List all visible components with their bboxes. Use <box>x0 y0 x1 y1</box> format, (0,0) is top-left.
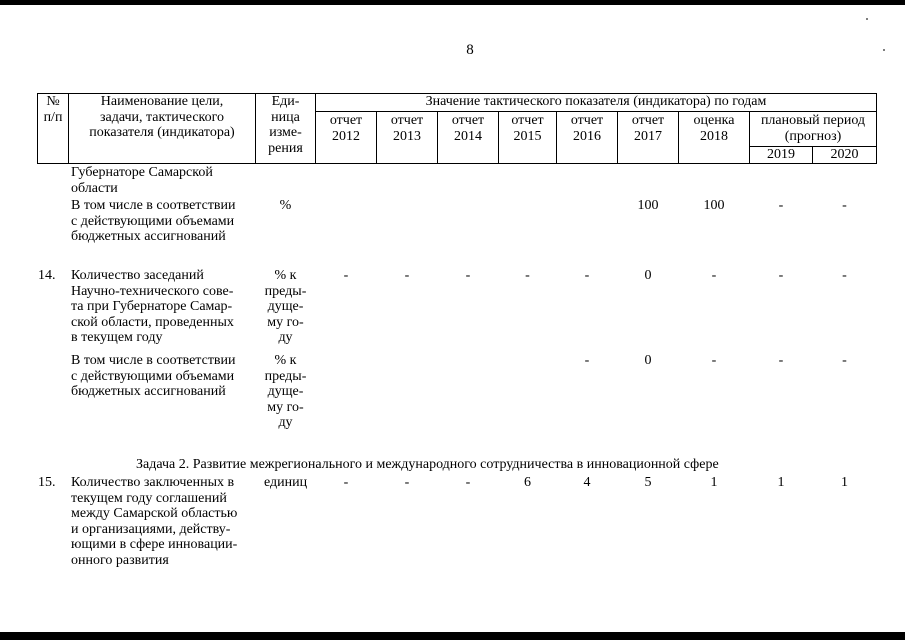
cell-value: - <box>404 268 410 283</box>
row-number: 15. <box>38 475 56 490</box>
row-name-line: между Самарской областью <box>71 506 238 521</box>
header-num-line: п/п <box>43 109 63 125</box>
year-label: отчет <box>631 113 665 128</box>
row-name-line: и организациями, действу- <box>71 521 231 537</box>
scan-bottom-border <box>0 632 905 640</box>
row-name-line: в текущем году <box>71 330 163 345</box>
header-year-2016 <box>557 113 617 144</box>
header-unit-cell <box>256 94 315 156</box>
header-num-line: № <box>46 94 60 109</box>
year-value: 2013 <box>393 128 421 144</box>
row-unit-line: % к <box>274 353 297 368</box>
year-value: 2018 <box>700 128 728 144</box>
row-unit-line: му го- <box>267 314 304 330</box>
scan-speck <box>866 18 868 20</box>
cell-value: - <box>465 475 471 490</box>
cell-value: - <box>711 353 717 368</box>
header-year-2013 <box>377 113 437 144</box>
row-unit-15: единиц <box>263 475 308 490</box>
header-unit-line: рения <box>268 140 303 156</box>
cell-value: 0 <box>644 353 652 368</box>
row-unit-line: % к <box>274 268 297 283</box>
cell-value: - <box>404 475 410 490</box>
cell-value: 1 <box>710 475 718 490</box>
row-unit-line: ду <box>278 415 293 430</box>
header-name-line: показателя (индикатора) <box>89 125 235 140</box>
row-name-line: Губернаторе Самарской <box>71 165 213 180</box>
page-number: 8 <box>466 42 474 58</box>
row-name-line: Количество заседаний <box>71 268 204 283</box>
scan-top-border <box>0 0 905 5</box>
year-label: отчет <box>511 113 544 128</box>
row-name-line: В том числе в соответствии <box>71 353 236 368</box>
year-value: 2016 <box>573 128 601 144</box>
cell-value: 5 <box>644 475 652 490</box>
row-name-line: В том числе в соответствии <box>71 198 236 213</box>
row-name-line: ющими в сфере инновации- <box>71 537 238 552</box>
row-name-line: Количество заключенных в <box>71 475 235 490</box>
year-value: 2017 <box>634 128 662 144</box>
row-unit-line: преды- <box>264 368 307 384</box>
row-unit-line: му го- <box>267 399 304 415</box>
cell-value: - <box>584 268 590 283</box>
cell-value: - <box>584 353 590 368</box>
cell-value: - <box>343 475 349 490</box>
row-unit-14 <box>256 268 315 346</box>
header-year-2018 <box>679 113 749 144</box>
row-unit-line: дуще- <box>267 299 304 314</box>
header-year-2019: 2019 <box>767 147 795 162</box>
row-name-14-budget <box>71 353 252 400</box>
cell-value: - <box>711 268 717 283</box>
header-name-line: Наименование цели, <box>100 94 224 109</box>
row-unit-14-budget <box>256 353 315 431</box>
row-unit-line: дуще- <box>267 384 304 399</box>
row-unit: % <box>279 198 292 213</box>
header-unit-line: изме- <box>269 125 302 140</box>
cell-value: 1 <box>777 475 785 490</box>
cell-value: 1 <box>841 475 848 490</box>
row-name-line: текущем году соглашений <box>71 490 227 506</box>
row-name-line: та при Губернаторе Самар- <box>71 299 233 314</box>
section-title: Задача 2. Развитие межрегионального и международного сотрудничества в инновационной сфере <box>136 457 719 472</box>
cell-value: 6 <box>524 475 531 490</box>
row-name-budget <box>71 198 252 245</box>
row-name-line: бюджетных ассигнований <box>71 384 226 399</box>
header-year-2014 <box>438 113 498 144</box>
cell-value: - <box>465 268 471 283</box>
cell-value: 0 <box>644 268 652 283</box>
row-unit-line: преды- <box>264 283 307 299</box>
cell-value: 100 <box>637 198 659 213</box>
cell-value: 4 <box>583 475 591 490</box>
year-label: оценка <box>693 113 735 128</box>
header-year-2017 <box>618 113 678 144</box>
scan-speck <box>883 49 885 51</box>
row-name-line: Научно-технического сове- <box>71 283 234 299</box>
row-name-line: с действующими объемами <box>71 213 235 229</box>
row-name-14 <box>71 268 252 346</box>
header-year-2020: 2020 <box>830 147 859 162</box>
header-unit-line: ница <box>271 109 300 125</box>
cell-value: 100 <box>703 198 725 213</box>
cell-value: - <box>778 268 784 283</box>
cell-value: - <box>525 268 530 283</box>
row-name-line: ской области, проведенных <box>71 314 234 330</box>
cell-value: - <box>842 198 847 213</box>
header-year-2015 <box>499 113 556 144</box>
header-unit-line: Еди- <box>271 94 300 109</box>
row-name-line: области <box>71 180 118 196</box>
cell-value: - <box>778 198 784 213</box>
year-value: 2015 <box>513 128 542 144</box>
row-name-15 <box>71 475 252 568</box>
year-label: отчет <box>451 113 485 128</box>
header-num-cell <box>38 94 68 125</box>
year-label: отчет <box>390 113 424 128</box>
year-label: отчет <box>570 113 604 128</box>
year-value: 2014 <box>454 128 482 144</box>
row-unit-line: ду <box>278 330 293 345</box>
cell-value: - <box>343 268 349 283</box>
plan-title-line: (прогноз) <box>784 129 842 144</box>
row-number: 14. <box>38 268 56 283</box>
row-name-line: бюджетных ассигнований <box>71 229 226 244</box>
header-plan-period <box>750 113 876 145</box>
plan-title-line: плановый период <box>760 113 866 128</box>
header-year-2012 <box>316 113 376 144</box>
year-value: 2012 <box>332 128 360 144</box>
cell-value: - <box>842 353 847 368</box>
cell-value: - <box>778 353 784 368</box>
header-name-cell <box>69 94 255 141</box>
row-name-continued <box>71 165 252 196</box>
header-name-line: задачи, тактического <box>99 109 225 125</box>
header-group-title: Значение тактического показателя (индикатора) по годам <box>425 94 767 109</box>
year-label: отчет <box>329 113 363 128</box>
row-name-line: онного развития <box>71 552 169 568</box>
row-name-line: с действующими объемами <box>71 368 235 384</box>
cell-value: - <box>842 268 847 283</box>
